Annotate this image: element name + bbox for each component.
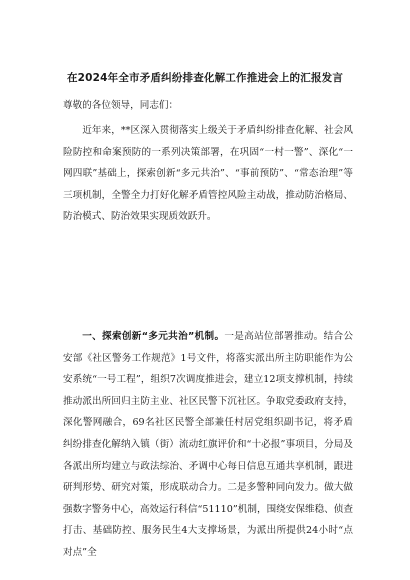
document-title: 在2024年全市矛盾纠纷排查化解工作推进会上的汇报发言 — [66, 72, 344, 84]
section-one-heading: 一、探索创新“多元共治”机制。 — [82, 331, 225, 342]
salutation: 尊敬的各位领导，同志们： — [63, 100, 179, 111]
section-one-paragraph — [63, 326, 353, 564]
section-one-body: 一是高站位部署推动。结合公安部《社区警务工作规范》1号文件，将落实派出所主防职能作为公安系统“一号工程”，组织7次调度推进会，建立12项支撑机制，持续推动派出所回归主防主业、社区民警下沉社区。争取党委政府支持，深化警网融合，69名社区民警全部兼任村居党组织副书记，将矛盾纠纷排查化解纳入镇（街）流动红旗评价和“十必报”事项目，分局及各派出所均建立与政法综治、矛调中心每日信息互通共享机制，跟进研判形势、研究对策，形成联动合力。二是多警种同向发力。做大做强数字警务中心，高效运行科信“51110”机制，围绕安保维稳、侦查打击、基础防控、服务民生4大支撑场景，为派出所提供24小时“点对点”全 — [63, 331, 353, 558]
intro-paragraph: 近年来，**区深入贯彻落实上级关于矛盾纠纷排查化解、社会风险防控和命案预防的一系列决策部署，在巩固“一村一警”、深化“一网四联”基础上，探索创新“多元共治”、“事前预防”、“常态治理”等三项机制，全警全力打好化解矛盾管控风险主动战，推动防治格局、防治模式、防治效果实现质效跃升。 — [63, 125, 353, 223]
